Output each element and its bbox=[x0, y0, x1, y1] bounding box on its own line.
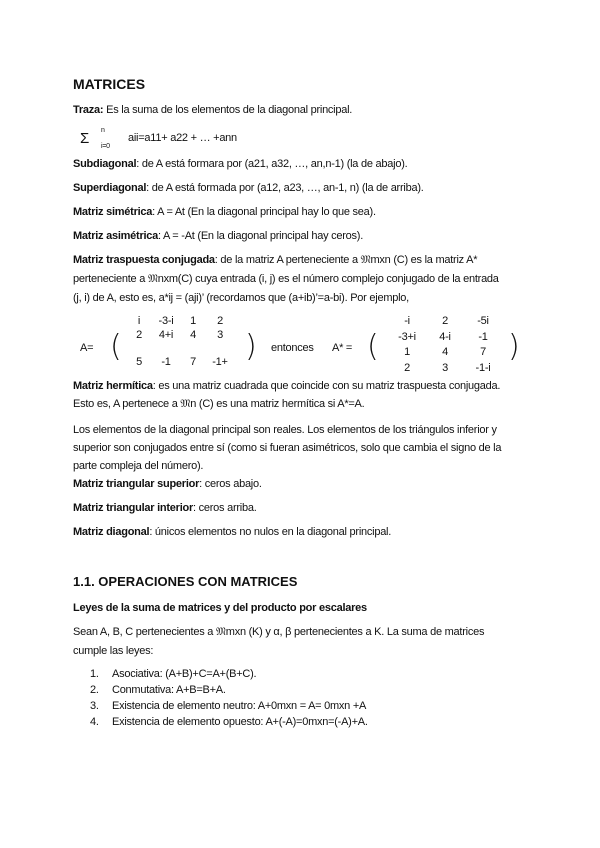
matrix-astar-cell: 2 bbox=[404, 361, 410, 374]
sean-line2: cumple las leyes: bbox=[73, 645, 154, 657]
matrix-astar-cell: 3 bbox=[442, 361, 448, 374]
matrix-a-cell: -3-i bbox=[158, 315, 174, 327]
page-title: MATRICES bbox=[73, 76, 146, 92]
matrix-a-label: A= bbox=[80, 342, 94, 354]
asimetrica-label: Matriz asimétrica bbox=[73, 230, 159, 242]
diagonal-line bbox=[73, 526, 391, 538]
traza-label: Traza: bbox=[73, 104, 104, 116]
tri-sup-text: : ceros abajo. bbox=[199, 478, 262, 490]
simetrica-line bbox=[73, 206, 376, 218]
asimetrica-text: : A = -At (En la diagonal principal hay ceros). bbox=[158, 230, 364, 242]
matrix-a-left-paren: ( bbox=[110, 329, 122, 364]
matrix-astar-label: A* = bbox=[332, 342, 353, 354]
tri-inf-line bbox=[73, 502, 257, 514]
traza-text: Es la suma de los elementos de la diagonal principal. bbox=[103, 104, 353, 116]
matrix-a-cell: -1 bbox=[161, 355, 171, 368]
matrix-astar-cell: 1 bbox=[404, 346, 410, 358]
simetrica-text: : A = At (En la diagonal principal hay lo que sea). bbox=[152, 206, 376, 218]
list-text: Existencia de elemento opuesto: A+(-A)=0mxn=(-A)+A. bbox=[112, 716, 368, 728]
traspuesta-line2: perteneciente a 𝔐nxm(C) cuya entrada (i, j) es el número complejo conjugado de la entrada bbox=[73, 273, 499, 285]
matrix-astar-cell: -1 bbox=[478, 330, 488, 343]
list-text: Existencia de elemento neutro: A+0mxn = A= 0mxn +A bbox=[112, 700, 367, 712]
matrix-a-cell: 4 bbox=[190, 328, 196, 341]
superdiagonal-text: : de A está formada por (a12, a23, …, an-1, n) (la de arriba). bbox=[146, 182, 424, 194]
traspuesta-line3: (j, i) de A, esto es, a*ij = (aji)’ (recordamos que (a+ib)’=a-bi). Por ejemplo, bbox=[73, 292, 409, 304]
subdiagonal-label: Subdiagonal bbox=[73, 158, 137, 170]
sum-expression: aii=a11+ a22 + … +ann bbox=[128, 132, 237, 144]
sum-upper: n bbox=[101, 127, 105, 134]
superdiagonal-line bbox=[73, 182, 424, 194]
list-item bbox=[90, 668, 256, 680]
matrix-a-cell: 2 bbox=[136, 328, 142, 341]
list-number: 1. bbox=[90, 668, 99, 680]
traza-line bbox=[73, 104, 352, 116]
entonces-text: entonces bbox=[271, 342, 314, 354]
matrix-astar-cell: 7 bbox=[480, 346, 486, 358]
matrix-astar-cell: -5i bbox=[477, 315, 489, 327]
section-heading: 1.1. OPERACIONES CON MATRICES bbox=[73, 574, 298, 589]
tri-inf-text: : ceros arriba. bbox=[193, 502, 257, 514]
matrix-astar-cell: -i bbox=[404, 315, 410, 327]
elementos-line2: superior son conjugados entre sí (como si fueran asimétricos, solo que cambia el signo de la bbox=[73, 442, 502, 454]
sean-line1: Sean A, B, C pertenecientes a 𝔐mxn (K) y α, β pertenecientes a K. La suma de matrices bbox=[73, 626, 485, 638]
subdiagonal-text: : de A está formara por (a21, a32, …, an,n-1) (la de abajo). bbox=[136, 158, 408, 170]
matrix-astar-cell: 2 bbox=[442, 315, 448, 327]
simetrica-label: Matriz simétrica bbox=[73, 206, 153, 218]
matrix-astar-cell: -1-i bbox=[475, 361, 491, 374]
traspuesta-label: Matriz traspuesta conjugada bbox=[73, 254, 215, 266]
matrix-a-cell: 7 bbox=[190, 355, 196, 368]
list-number: 2. bbox=[90, 684, 99, 696]
matrix-a-cell: 2 bbox=[217, 315, 223, 327]
sum-lower: i=0 bbox=[101, 143, 110, 150]
tri-inf-label: Matriz triangular interior bbox=[73, 502, 194, 514]
sigma-symbol: Σ bbox=[80, 130, 90, 147]
matrix-a-cell: i bbox=[137, 315, 141, 327]
hermitica-label: Matriz hermítica bbox=[73, 380, 153, 392]
hermitica-line1 bbox=[73, 380, 500, 392]
tri-sup-line bbox=[73, 478, 262, 490]
list-item bbox=[90, 700, 366, 712]
list-number: 3. bbox=[90, 700, 99, 712]
list-item bbox=[90, 684, 226, 696]
subdiagonal-line bbox=[73, 158, 407, 170]
superdiagonal-label: Superdiagonal bbox=[73, 182, 147, 194]
tri-sup-label: Matriz triangular superior bbox=[73, 478, 200, 490]
matrix-a-cell: 4+i bbox=[158, 328, 174, 341]
matrix-astar-left-paren: ( bbox=[367, 329, 379, 364]
traspuesta-line1 bbox=[73, 254, 477, 267]
hermitica-text1: : es una matriz cuadrada que coincide con su matriz traspuesta conjugada. bbox=[152, 380, 501, 392]
elementos-line3: parte compleja del número). bbox=[73, 460, 204, 472]
elementos-line1: Los elementos de la diagonal principal son reales. Los elementos de los triángulos inferior y bbox=[73, 424, 497, 436]
diagonal-text: : únicos elementos no nulos en la diagonal principal. bbox=[149, 526, 392, 538]
subsection-heading: Leyes de la suma de matrices y del producto por escalares bbox=[73, 602, 367, 614]
list-number: 4. bbox=[90, 716, 99, 728]
list-text: Conmutativa: A+B=B+A. bbox=[112, 684, 226, 696]
matrix-a-right-paren: ) bbox=[245, 329, 257, 364]
list-item bbox=[90, 716, 368, 728]
matrix-a-cell: 1 bbox=[190, 315, 196, 327]
matrix-a-cell: -1+ bbox=[212, 355, 228, 368]
traspuesta-text1: : de la matriz A perteneciente a 𝔐mxn (C) es la matriz A* bbox=[214, 254, 478, 266]
matrix-astar-right-paren: ) bbox=[508, 329, 520, 364]
hermitica-line2: Esto es, A pertenece a 𝔐n (C) es una matriz hermítica si A*=A. bbox=[73, 398, 365, 410]
diagonal-label: Matriz diagonal bbox=[73, 526, 150, 538]
list-text: Asociativa: (A+B)+C=A+(B+C). bbox=[112, 668, 257, 680]
matrix-astar-cell: 4-i bbox=[439, 330, 451, 343]
matrix-astar-cell: 4 bbox=[442, 346, 448, 358]
matrix-astar-cell: -3+i bbox=[398, 330, 416, 343]
asimetrica-line bbox=[73, 230, 363, 242]
matrix-a-cell: 3 bbox=[217, 328, 223, 341]
matrix-a-cell: 5 bbox=[136, 355, 142, 368]
